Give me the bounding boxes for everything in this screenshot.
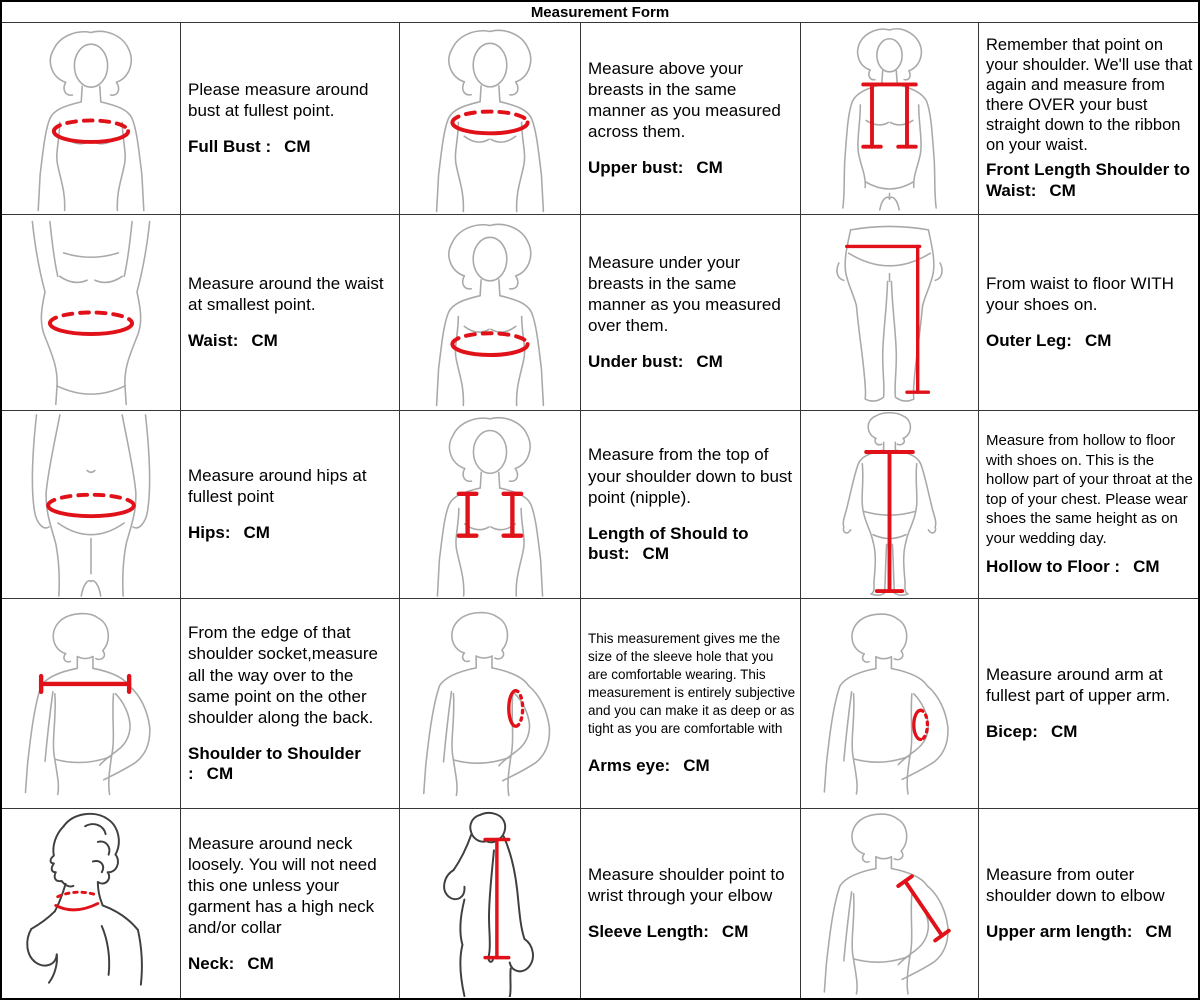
measurement-label: Full Bust : bbox=[188, 137, 272, 157]
waist-figure bbox=[2, 215, 181, 411]
upper-arm-length-figure bbox=[801, 809, 979, 998]
measurement-description: Measure around neck loosely. You will not need this one unless your garment has a high neck and/or collar bbox=[188, 833, 377, 937]
measurement-label: Hollow to Floor : bbox=[986, 557, 1121, 577]
measurement-description: Measure shoulder point to wrist through your elbow bbox=[588, 865, 785, 906]
shoulder-to-shoulder-figure bbox=[2, 599, 181, 809]
measurement-label: Waist: bbox=[188, 331, 239, 351]
arms-eye-figure bbox=[400, 599, 581, 809]
measurement-unit: CM bbox=[1133, 557, 1160, 577]
measurement-unit: CM bbox=[721, 922, 749, 942]
measurement-label-line bbox=[588, 158, 796, 178]
measurement-label-line bbox=[588, 524, 796, 565]
measurement-cell bbox=[181, 411, 400, 599]
measurement-description: Please measure around bust at fullest point. bbox=[188, 80, 369, 121]
measurement-label-line bbox=[588, 352, 796, 372]
hips-figure bbox=[2, 411, 181, 599]
measurement-cell bbox=[181, 809, 400, 998]
measurement-label-line bbox=[588, 922, 796, 942]
measurement-label: Hips: bbox=[188, 523, 231, 543]
measurement-label-line bbox=[188, 744, 395, 785]
measurement-cell bbox=[181, 23, 400, 215]
measurement-unit: CM bbox=[683, 756, 710, 776]
measurement-description: Measure from the top of your shoulder down to bust point (nipple). bbox=[588, 445, 793, 507]
measurement-unit: CM bbox=[1050, 722, 1078, 742]
form-title: Measurement Form bbox=[2, 2, 1198, 23]
measurement-label-line bbox=[986, 331, 1194, 351]
measurement-description: Measure around the waist at smallest point. bbox=[188, 274, 384, 315]
measurement-description: Measure from hollow to floor with shoes on. This is the hollow part of your throat at the top of your chest. Please wear shoes the same height as on your wedding day. bbox=[986, 432, 1193, 547]
measurement-unit: CM bbox=[247, 954, 274, 973]
measurement-unit: CM bbox=[642, 544, 669, 564]
measurement-cell bbox=[581, 23, 801, 215]
measurement-description: Measure from outer shoulder down to elbow bbox=[986, 865, 1165, 906]
measurement-cell bbox=[979, 809, 1198, 998]
measurement-unit: CM bbox=[1049, 180, 1076, 200]
measurement-description: Measure above your breasts in the same manner as you measured across them. bbox=[588, 59, 781, 142]
measurement-unit: CM bbox=[251, 331, 278, 351]
measurement-label: Shoulder to Shoulder : bbox=[188, 743, 361, 784]
sleeve-length-figure bbox=[400, 809, 581, 998]
measurement-label: Length of Should to bust: bbox=[588, 523, 749, 564]
measurement-label: Bicep: bbox=[986, 722, 1038, 742]
measurement-cell bbox=[581, 215, 801, 411]
measurement-description: From waist to floor WITH your shoes on. bbox=[986, 274, 1174, 315]
measurement-label-line bbox=[986, 722, 1194, 742]
measurement-unit: CM bbox=[206, 764, 234, 784]
measurement-label-line bbox=[986, 160, 1194, 201]
hollow-to-floor-figure bbox=[801, 411, 979, 599]
measurement-unit: CM bbox=[1084, 331, 1112, 351]
measurement-cell bbox=[979, 599, 1198, 809]
measurement-label: Arms eye: bbox=[588, 756, 671, 776]
measurement-description: Measure under your breasts in the same manner as you measured over them. bbox=[588, 253, 781, 336]
full-bust-figure bbox=[2, 23, 181, 215]
measurement-unit: CM bbox=[243, 523, 270, 543]
measurement-label-line bbox=[986, 922, 1194, 942]
measurement-label: Upper bust: bbox=[588, 158, 684, 178]
measurement-unit: CM bbox=[696, 158, 723, 178]
measurement-label-line bbox=[188, 331, 395, 351]
measurement-unit: CM bbox=[696, 352, 723, 372]
neck-figure bbox=[2, 809, 181, 998]
measurement-label-line bbox=[588, 756, 796, 776]
measurement-cell bbox=[181, 599, 400, 809]
measurement-cell bbox=[581, 809, 801, 998]
measurement-unit: CM bbox=[284, 137, 311, 157]
measurement-description: This measurement gives me the size of the sleeve hole that you are comfortable wearing. This measurement is entirely subjective and you can make it as deep or as tight as you are comfortable with bbox=[588, 631, 796, 737]
measurement-label: Outer Leg: bbox=[986, 331, 1072, 351]
measurement-label: Under bust: bbox=[588, 352, 684, 372]
measurement-cell bbox=[181, 215, 400, 411]
measurement-cell bbox=[979, 215, 1198, 411]
shoulder-to-bust-figure bbox=[400, 411, 581, 599]
measurement-label-line bbox=[188, 954, 395, 974]
measurement-cell bbox=[979, 23, 1198, 215]
measurement-description: Remember that point on your shoulder. We'll use that again and measure from there OVER your bust straight down to the ribbon on your waist. bbox=[986, 35, 1193, 154]
measurement-label: Sleeve Length: bbox=[588, 922, 709, 942]
measurement-label: Upper arm length: bbox=[986, 922, 1133, 942]
measurement-cell bbox=[979, 411, 1198, 599]
front-length-figure bbox=[801, 23, 979, 215]
outer-leg-figure bbox=[801, 215, 979, 411]
measurement-cell bbox=[581, 599, 801, 809]
bicep-figure bbox=[801, 599, 979, 809]
measurement-label: Neck: bbox=[188, 954, 235, 973]
measurement-label-line bbox=[188, 137, 395, 157]
measurement-cell bbox=[581, 411, 801, 599]
under-bust-figure bbox=[400, 215, 581, 411]
measurement-description: From the edge of that shoulder socket,measure all the way over to the same point on the other shoulder along the back. bbox=[188, 623, 378, 727]
measurement-label: Front Length Shoulder to Waist: bbox=[986, 160, 1190, 200]
measurement-description: Measure around hips at fullest point bbox=[188, 466, 367, 507]
measurement-unit: CM bbox=[1145, 922, 1172, 942]
measurement-description: Measure around arm at fullest part of upper arm. bbox=[986, 665, 1171, 706]
measurement-label-line bbox=[986, 557, 1194, 577]
measurement-label-line bbox=[188, 523, 395, 543]
upper-bust-figure bbox=[400, 23, 581, 215]
